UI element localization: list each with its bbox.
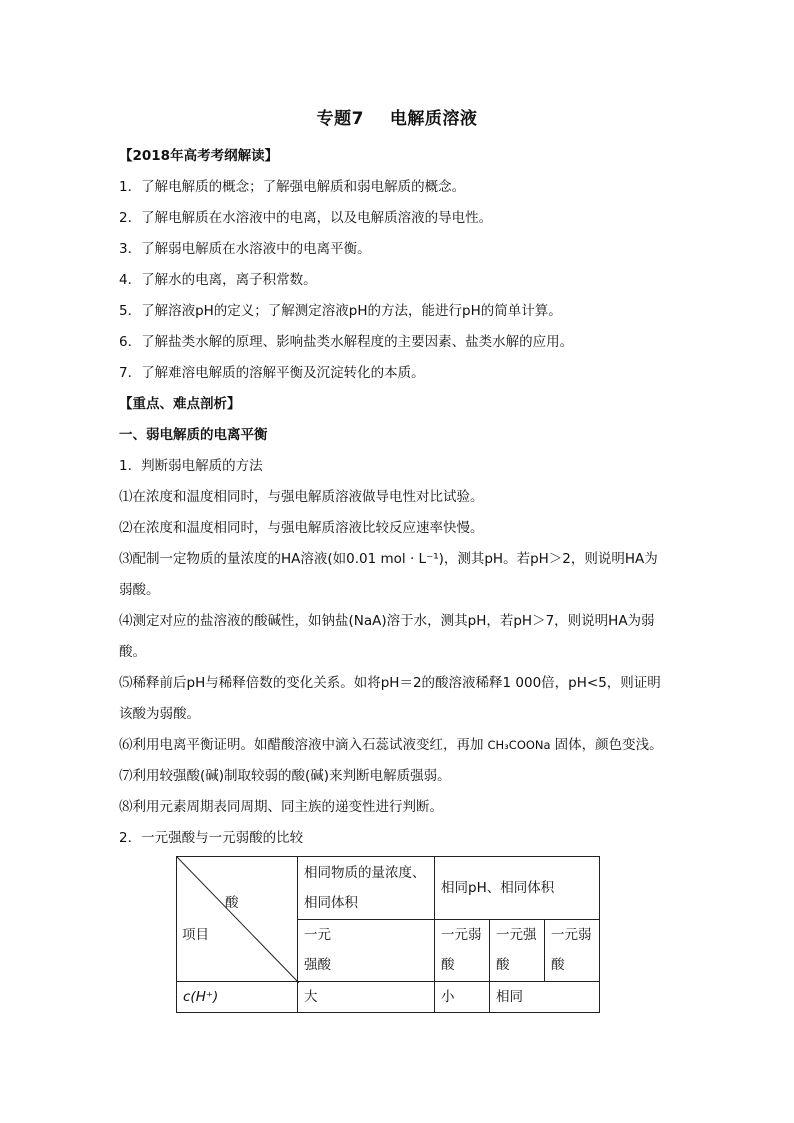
row-label-h-concentration: c(H⁺) [177,982,298,1013]
analysis-heading: 【重点、难点剖析】 [119,396,241,412]
comparison-table [176,856,600,1013]
subsection-heading-2: 2．一元强酸与一元弱酸的比较 [119,830,304,846]
cell-strong-high: 大 [298,982,435,1013]
outline-item-5: 5．了解溶液pH的定义；了解测定溶液pH的方法，能进行pH的简单计算。 [119,303,562,319]
sub-header-weak-acid-1-text: 一元弱酸 [441,927,482,974]
method-3-cont: 弱酸。 [119,582,160,598]
cell-weak-low: 小 [435,982,490,1013]
sub-header-strong-acid-2-text: 一元强酸 [496,927,537,974]
section-heading-1: 一、弱电解质的电离平衡 [119,427,268,443]
outline-item-2: 2．了解电解质在水溶液中的电离，以及电解质溶液的导电性。 [119,210,493,226]
sub-header-weak-acid-2-text: 一元弱酸 [551,927,592,974]
method-4: ⑷测定对应的盐溶液的酸碱性，如钠盐(NaA)溶于水，测其pH，若pH＞7，则说明HA为弱 [119,613,655,629]
method-4-cont: 酸。 [119,644,146,660]
cell-same: 相同 [490,982,600,1013]
method-3-part-b: ⁻¹)，测其pH。若pH＞2，则说明HA为 [426,551,658,567]
method-7: ⑺利用较强酸(碱)制取较弱的酸(碱)来判断电解质强弱。 [119,768,451,784]
corner-label-item: 项目 [182,927,209,943]
corner-label-acid: 酸 [225,895,239,911]
method-6-part-b: 固体，颜色变浅。 [554,737,663,753]
outline-item-6: 6．了解盐类水解的原理、影响盐类水解程度的主要因素、盐类水解的应用。 [119,334,574,350]
formula-sodium-acetate: CH₃COONa [487,738,551,752]
outline-heading: 【2018年高考考纲解读】 [119,148,279,164]
sub-header-weak-acid-2 [545,919,600,982]
corner-diagonal-line [177,857,299,983]
sub-header-weak-acid-1 [435,919,490,982]
method-3-part-a: ⑶配制一定物质的量浓度的HA溶液(如0.01 mol · L [119,551,427,567]
method-3 [119,549,658,569]
method-6-part-a: ⑹利用电离平衡证明。如醋酸溶液中滴入石蕊试液变红，再加 [119,737,484,753]
title-subject: 电解质溶液 [389,109,478,129]
method-6 [119,735,663,755]
sub-header-strong-acid-1-text: 一元强酸 [304,927,331,974]
method-8: ⑻利用元素周期表同周期、同主族的递变性进行判断。 [119,799,443,815]
sub-header-strong-acid-1 [298,919,435,982]
col-header-same-concentration: 相同物质的量浓度、相同体积 [298,857,435,920]
outline-item-7: 7．了解难溶电解质的溶解平衡及沉淀转化的本质。 [119,365,425,381]
method-1: ⑴在浓度和温度相同时，与强电解质溶液做导电性对比试验。 [119,489,484,505]
col-header-same-ph: 相同pH、相同体积 [435,857,600,920]
method-5: ⑸稀释前后pH与稀释倍数的变化关系。如将pH＝2的酸溶液稀释1 000倍，pH<5，则证明 [119,675,661,691]
page-title [0,104,794,129]
method-2: ⑵在浓度和温度相同时，与强电解质溶液比较反应速率快慢。 [119,520,484,536]
subsection-heading-1: 1．判断弱电解质的方法 [119,458,263,474]
outline-item-3: 3．了解弱电解质在水溶液中的电离平衡。 [119,241,371,257]
title-topic: 专题7 [316,109,364,129]
table-corner-cell [177,857,298,982]
method-5-cont: 该酸为弱酸。 [119,706,200,722]
outline-item-4: 4．了解水的电离，离子积常数。 [119,272,317,288]
outline-item-1: 1．了解电解质的概念；了解强电解质和弱电解质的概念。 [119,179,466,195]
sub-header-strong-acid-2 [490,919,545,982]
